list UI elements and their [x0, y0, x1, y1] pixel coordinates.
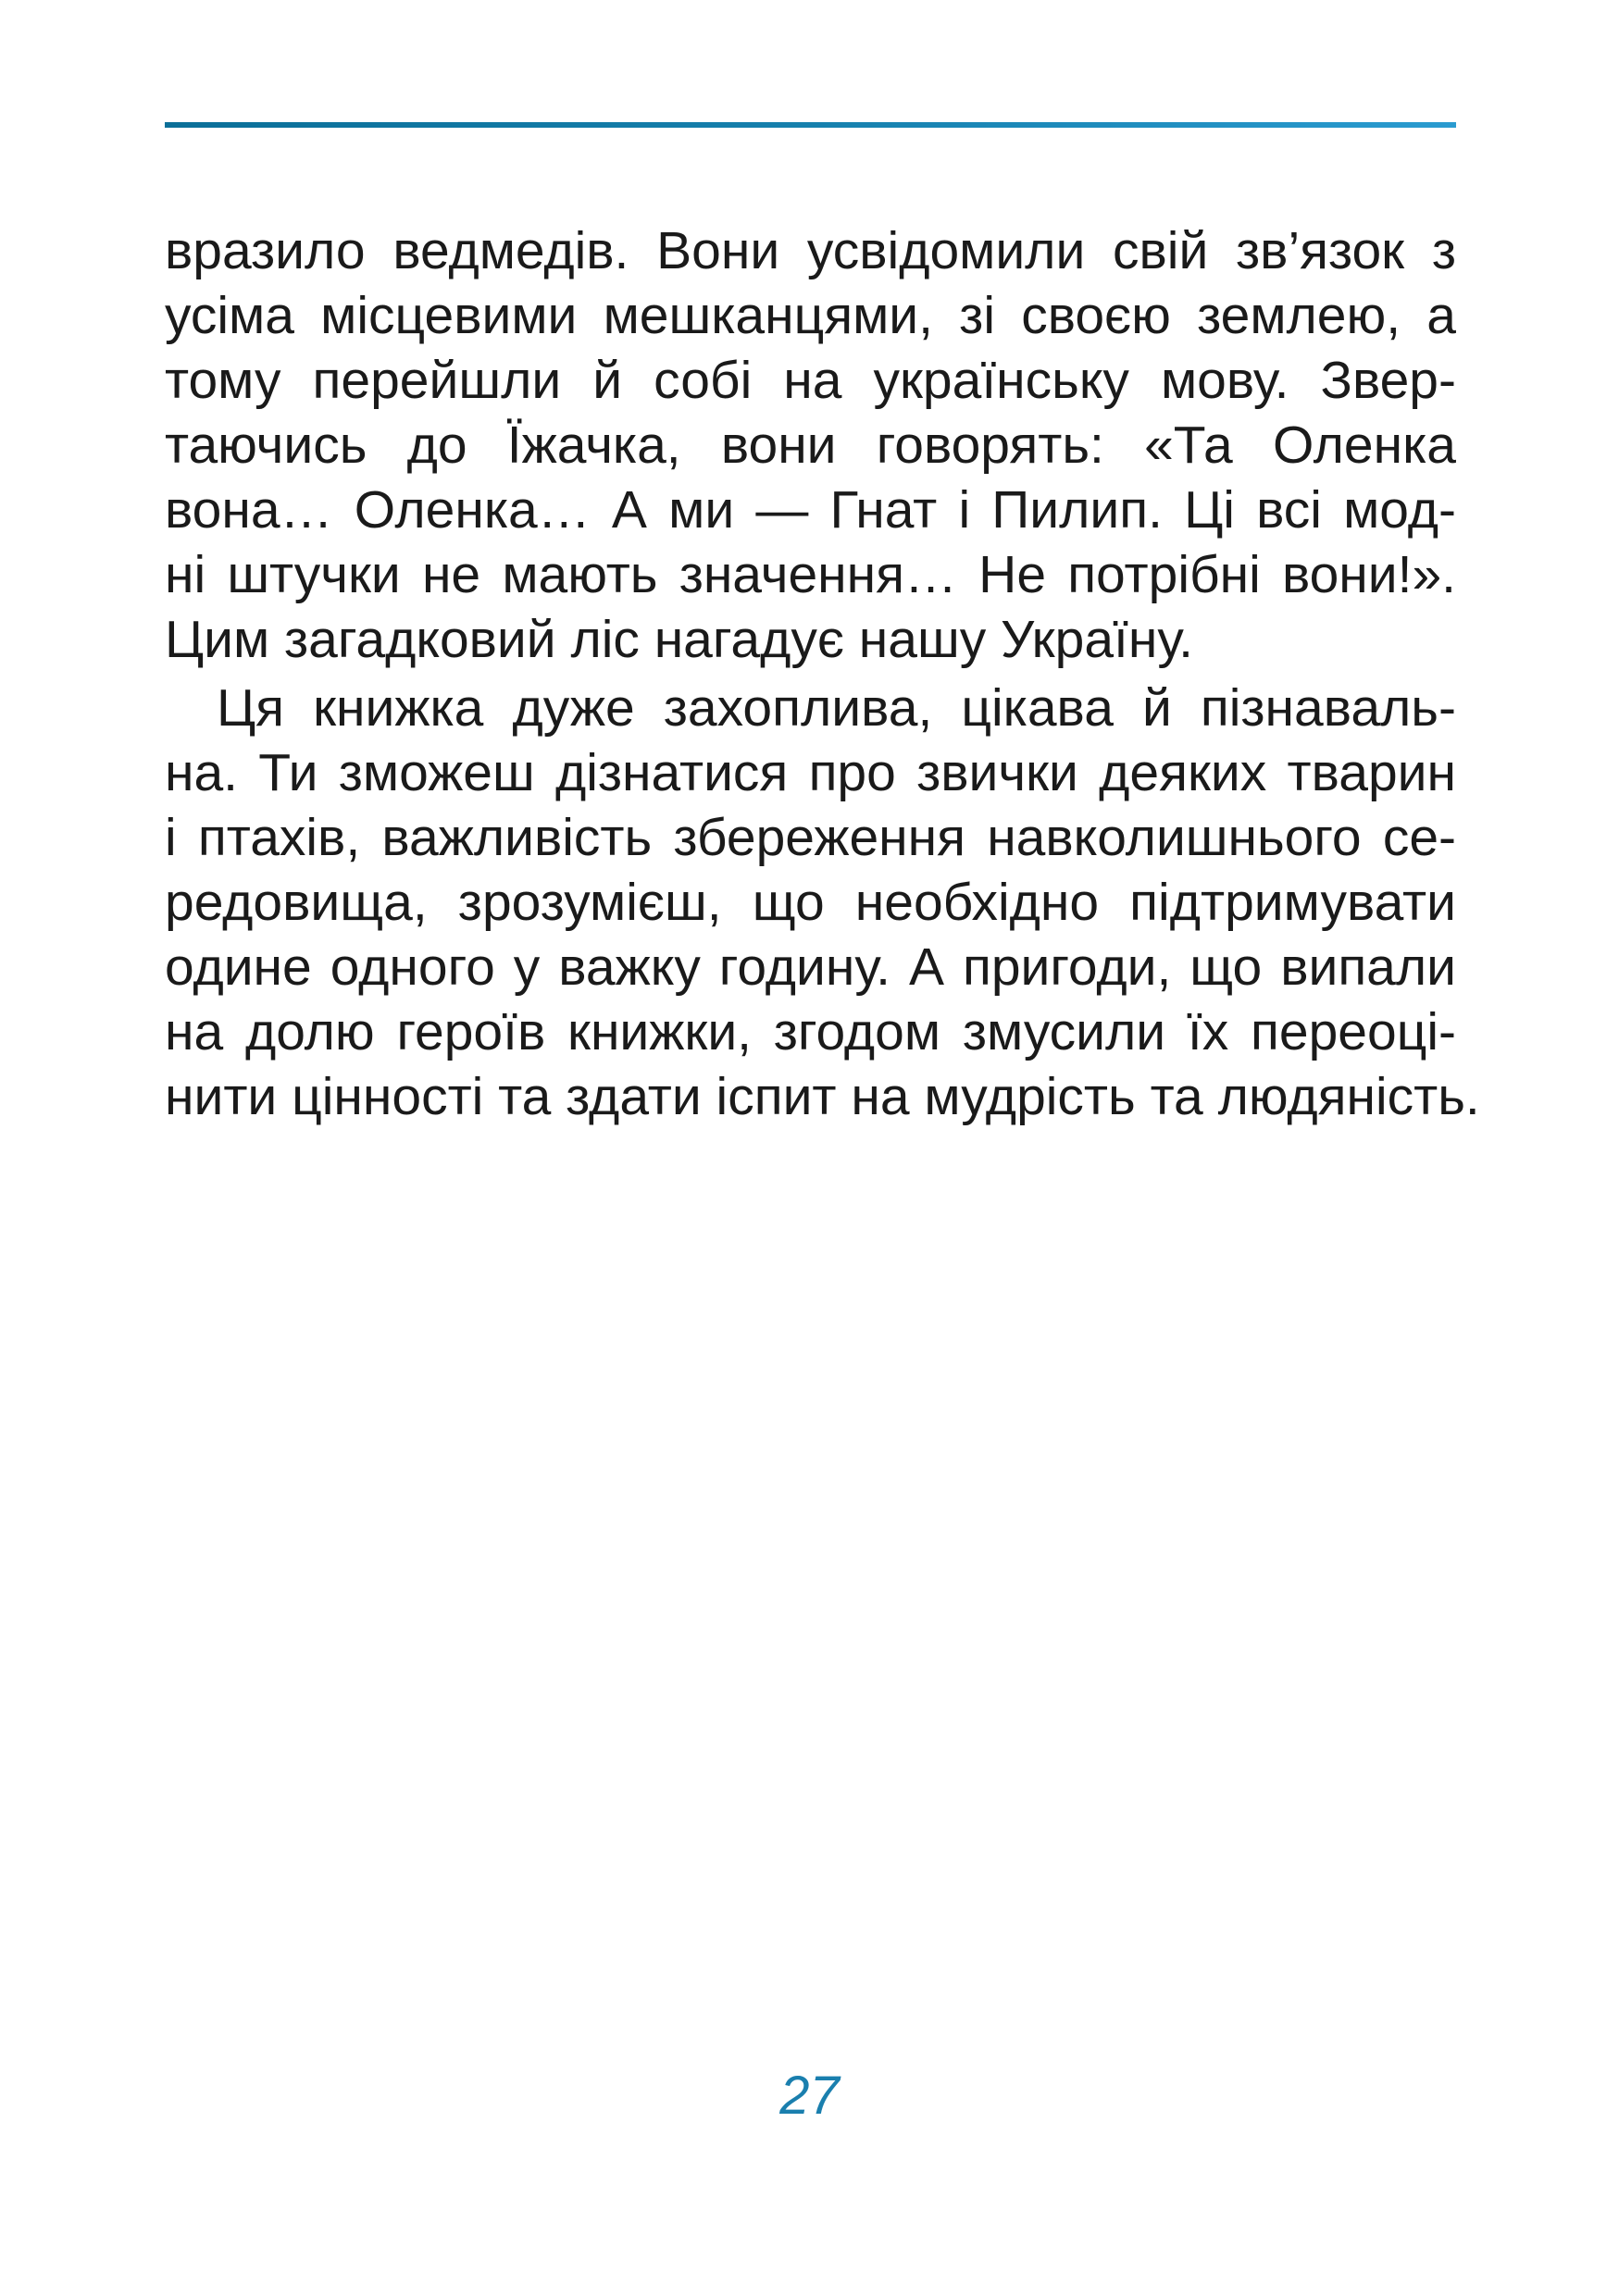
- text-line: нити цінності та здати іспит на мудрість та людяність.: [165, 1067, 1480, 1126]
- text-line: усіма місцевими мешканцями, зі своєю землею, а: [165, 286, 1456, 345]
- text-line: ні штучки не мають значення… Не потрібні вони!».: [165, 545, 1456, 604]
- text-line: Ця книжка дуже захоплива, цікава й пізнаваль-: [217, 678, 1456, 738]
- page-number: 27: [779, 2066, 840, 2126]
- paragraph: [165, 218, 1456, 672]
- text-line: на. Ти зможеш дізнатися про звички деяких тварин: [165, 743, 1456, 802]
- text-line: Цим загадковий ліс нагадує нашу Україну.: [165, 610, 1193, 669]
- text-line: тому перейшли й собі на українську мову. Звер-: [165, 351, 1456, 410]
- page-body: [165, 218, 1480, 1129]
- text-line: таючись до Їжачка, вони говорять: «Та Оленка: [165, 416, 1456, 475]
- text-line: вразило ведмедів. Вони усвідомили свій зв’язок з: [165, 221, 1456, 280]
- header-rule: [165, 122, 1456, 128]
- text-line: вона… Оленка… А ми — Гнат і Пилип. Ці всі мод-: [165, 480, 1456, 540]
- paragraph: [165, 676, 1480, 1129]
- text-line: на долю героїв книжки, згодом змусили їх переоці-: [165, 1002, 1456, 1061]
- text-line: і птахів, важливість збереження навколишнього се-: [165, 808, 1456, 867]
- text-line: одине одного у важку годину. А пригоди, що випали: [165, 937, 1456, 997]
- text-line: редовища, зрозумієш, що необхідно підтримувати: [165, 873, 1456, 932]
